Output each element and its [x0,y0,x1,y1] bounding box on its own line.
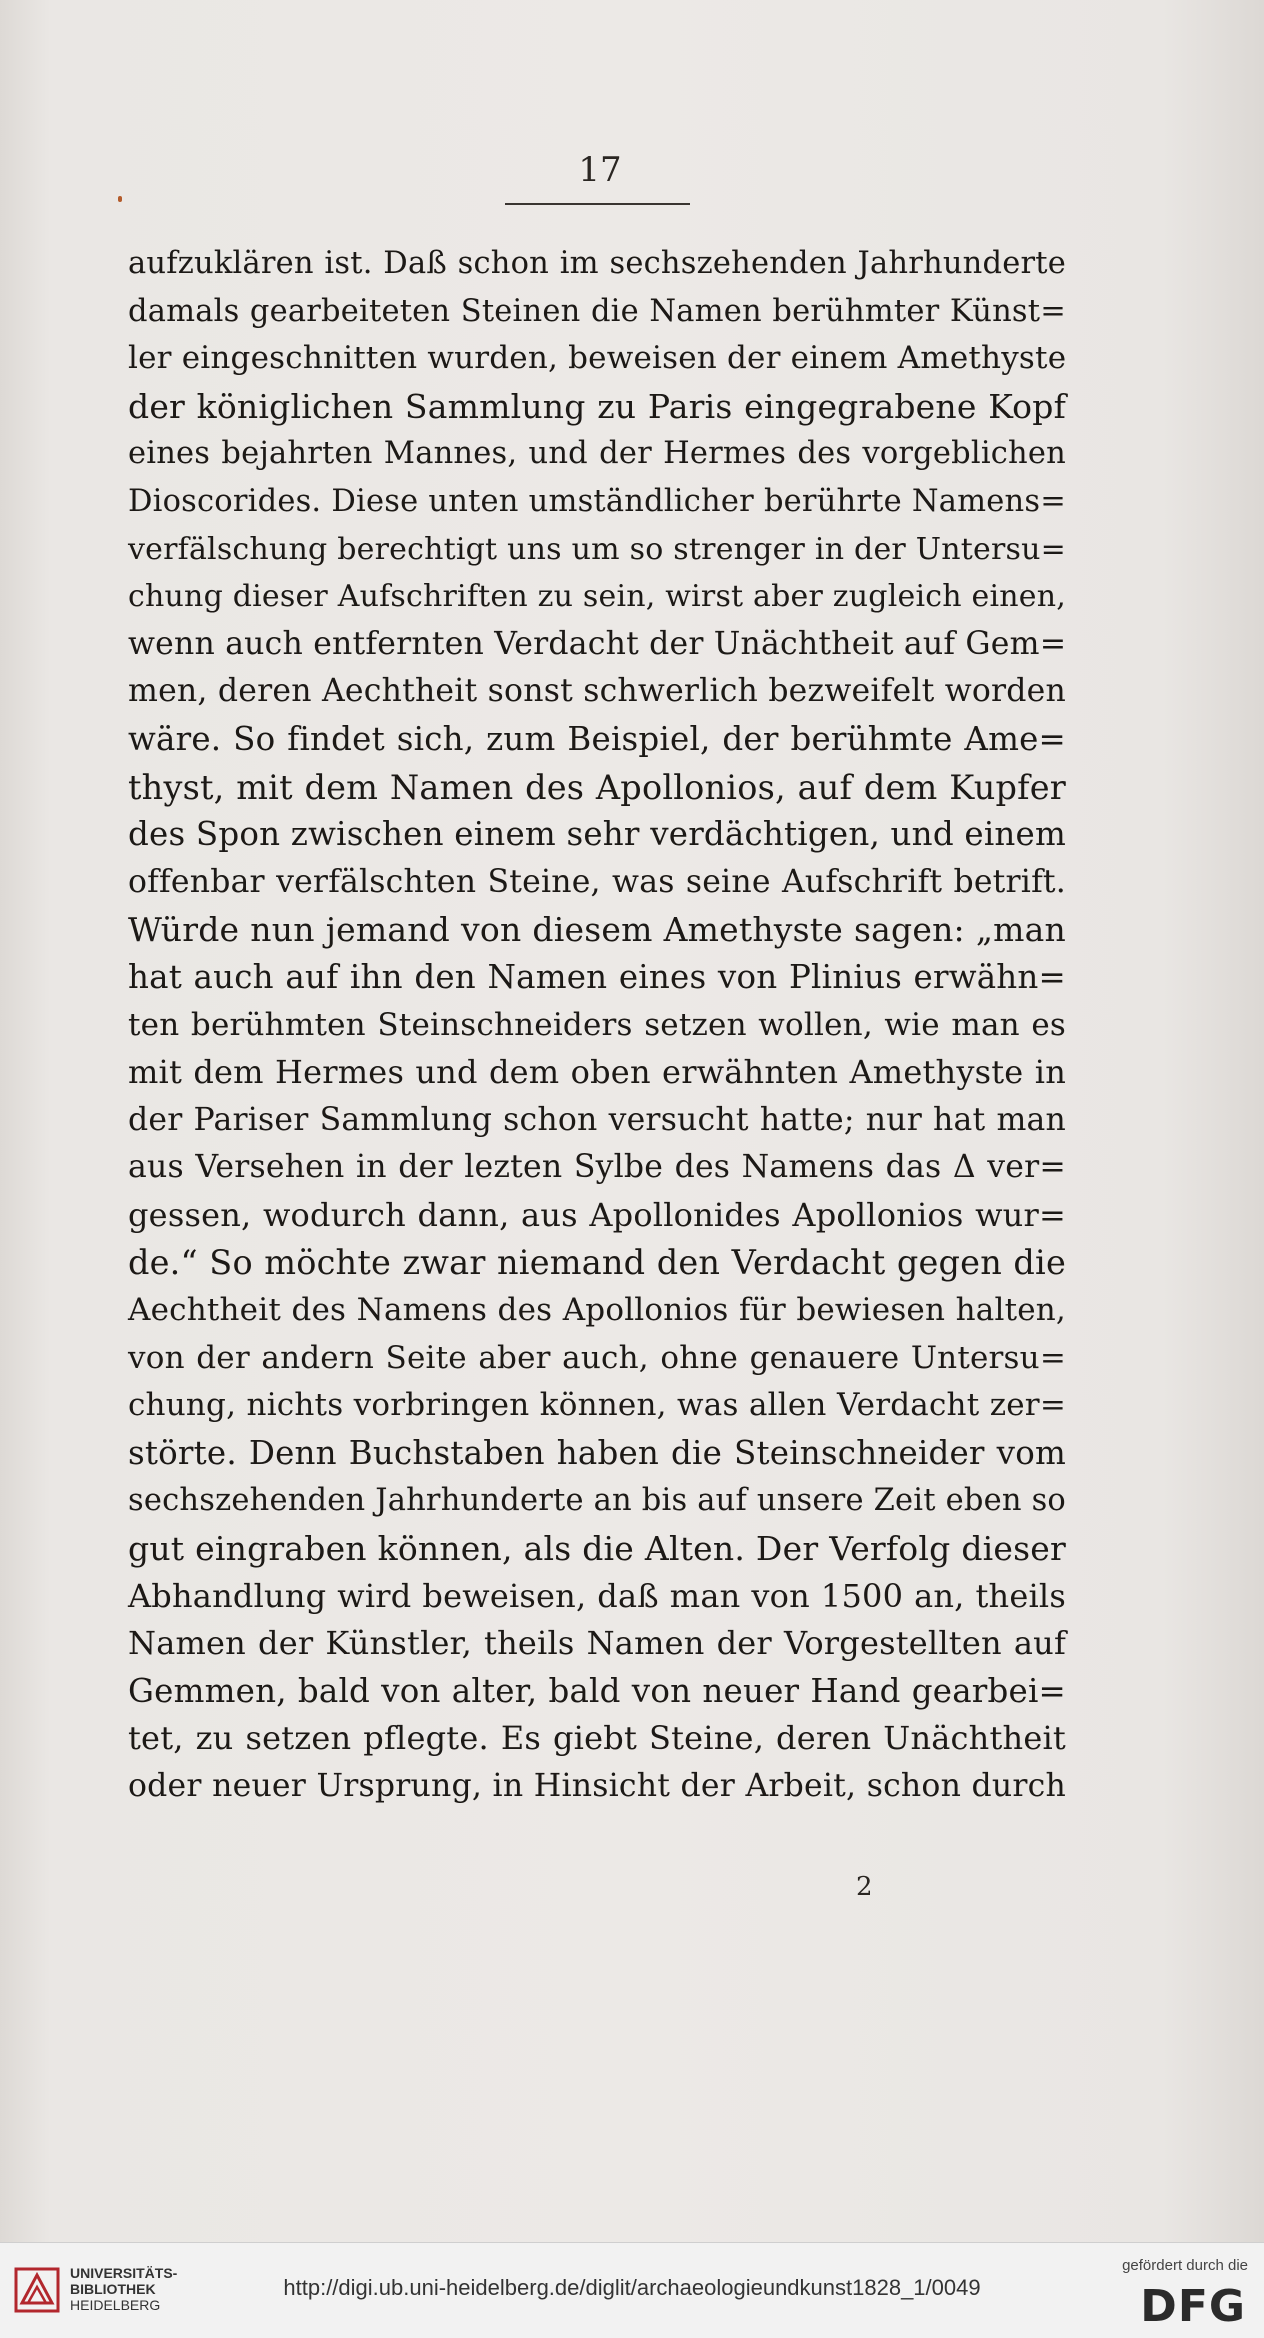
text-line: der Pariser Sammlung schon versucht hatte; nur hat man [128,1101,1066,1138]
text-line: Aechtheit des Namens des Apollonios für bewiesen halten, [128,1292,1066,1329]
text-line: offenbar verfälschten Steine, was seine Aufschrift betrift. [128,863,1066,900]
text-line: wenn auch entfernten Verdacht der Unächtheit auf Gem= [128,625,1067,662]
text-line: aus Versehen in der lezten Sylbe des Namens das Δ ver= [128,1149,1066,1186]
dfg-logo: DFG [1140,2281,1246,2332]
text-line: ten berühmten Steinschneiders setzen wollen, wie man es [128,1006,1066,1043]
page-number: 17 [578,150,622,190]
institution-line-1: UNIVERSITÄTS- [70,2265,178,2281]
text-line: oder neuer Ursprung, in Hinsicht der Arbeit, schon durch [128,1768,1066,1804]
text-line: ler eingeschnitten wurden, beweisen der einem Amethyste [128,340,1067,377]
text-line: der königlichen Sammlung zu Paris eingegrabene Kopf [128,386,1066,426]
text-line: eines bejahrten Mannes, und der Hermes des vorgeblichen [128,436,1066,472]
header-rule [505,203,690,205]
funder-label: gefördert durch die [1122,2257,1248,2274]
text-line: chung, nichts vorbringen können, was allen Verdacht zer= [128,1387,1066,1424]
text-line: wäre. So findet sich, zum Beispiel, der berühmte Ame= [128,719,1066,758]
text-line: verfälschung berechtigt uns um so strenger in der Untersu= [128,531,1066,567]
body-text [128,240,1066,1811]
printer-signature: 2 [856,1872,873,1902]
text-line: sechszehenden Jahrhunderte an bis auf unsere Zeit eben so [128,1483,1066,1519]
institution-line-3: HEIDELBERG [70,2297,161,2313]
text-line: Namen der Künstler, theils Namen der Vorgestellten auf [128,1624,1066,1663]
text-line: de.“ So möchte zwar niemand den Verdacht gegen die [128,1243,1066,1283]
text-line: damals gearbeiteten Steinen die Namen berühmter Künst= [128,293,1066,329]
text-line: thyst, mit dem Namen des Apollonios, auf dem Kupfer [128,767,1066,807]
text-line: chung dieser Aufschriften zu sein, wirst aber zugleich einen, [128,579,1066,615]
institution-line-2: BIBLIOTHEK [70,2281,156,2297]
text-line: Dioscorides. Diese unten umständlicher berührte Namens= [128,483,1066,519]
text-line: störte. Denn Buchstaben haben die Steinschneider vom [128,1433,1066,1472]
ink-speck [118,196,122,202]
text-line: aufzuklären ist. Daß schon im sechszehenden Jahrhunderte [128,246,1066,281]
text-line: gut eingraben können, als die Alten. Der Verfolg dieser [128,1529,1066,1569]
text-line: men, deren Aechtheit sonst schwerlich bezweifelt worden [128,673,1066,710]
text-line: tet, zu setzen pflegte. Es giebt Steine, deren Unächtheit [128,1719,1066,1758]
text-line: des Spon zwischen einem sehr verdächtigen, und einem [128,815,1066,854]
text-line: mit dem Hermes und dem oben erwähnten Amethyste in [128,1053,1066,1092]
viewer-footer [0,2242,1264,2338]
text-line: Gemmen, bald von alter, bald von neuer Hand gearbei= [128,1671,1066,1710]
permalink-url[interactable]: http://digi.ub.uni-heidelberg.de/diglit/archaeologieundkunst1828_1/0049 [283,2275,981,2300]
text-line: gessen, wodurch dann, aus Apollonides Apollonios wur= [128,1195,1066,1234]
text-line: von der andern Seite aber auch, ohne genauere Untersu= [128,1339,1066,1376]
text-line: Abhandlung wird beweisen, daß man von 1500 an, theils [128,1576,1066,1615]
text-line: hat auch auf ihn den Namen eines von Plinius erwähn= [128,957,1066,996]
text-line: Würde nun jemand von diesem Amethyste sagen: „man [128,910,1066,950]
